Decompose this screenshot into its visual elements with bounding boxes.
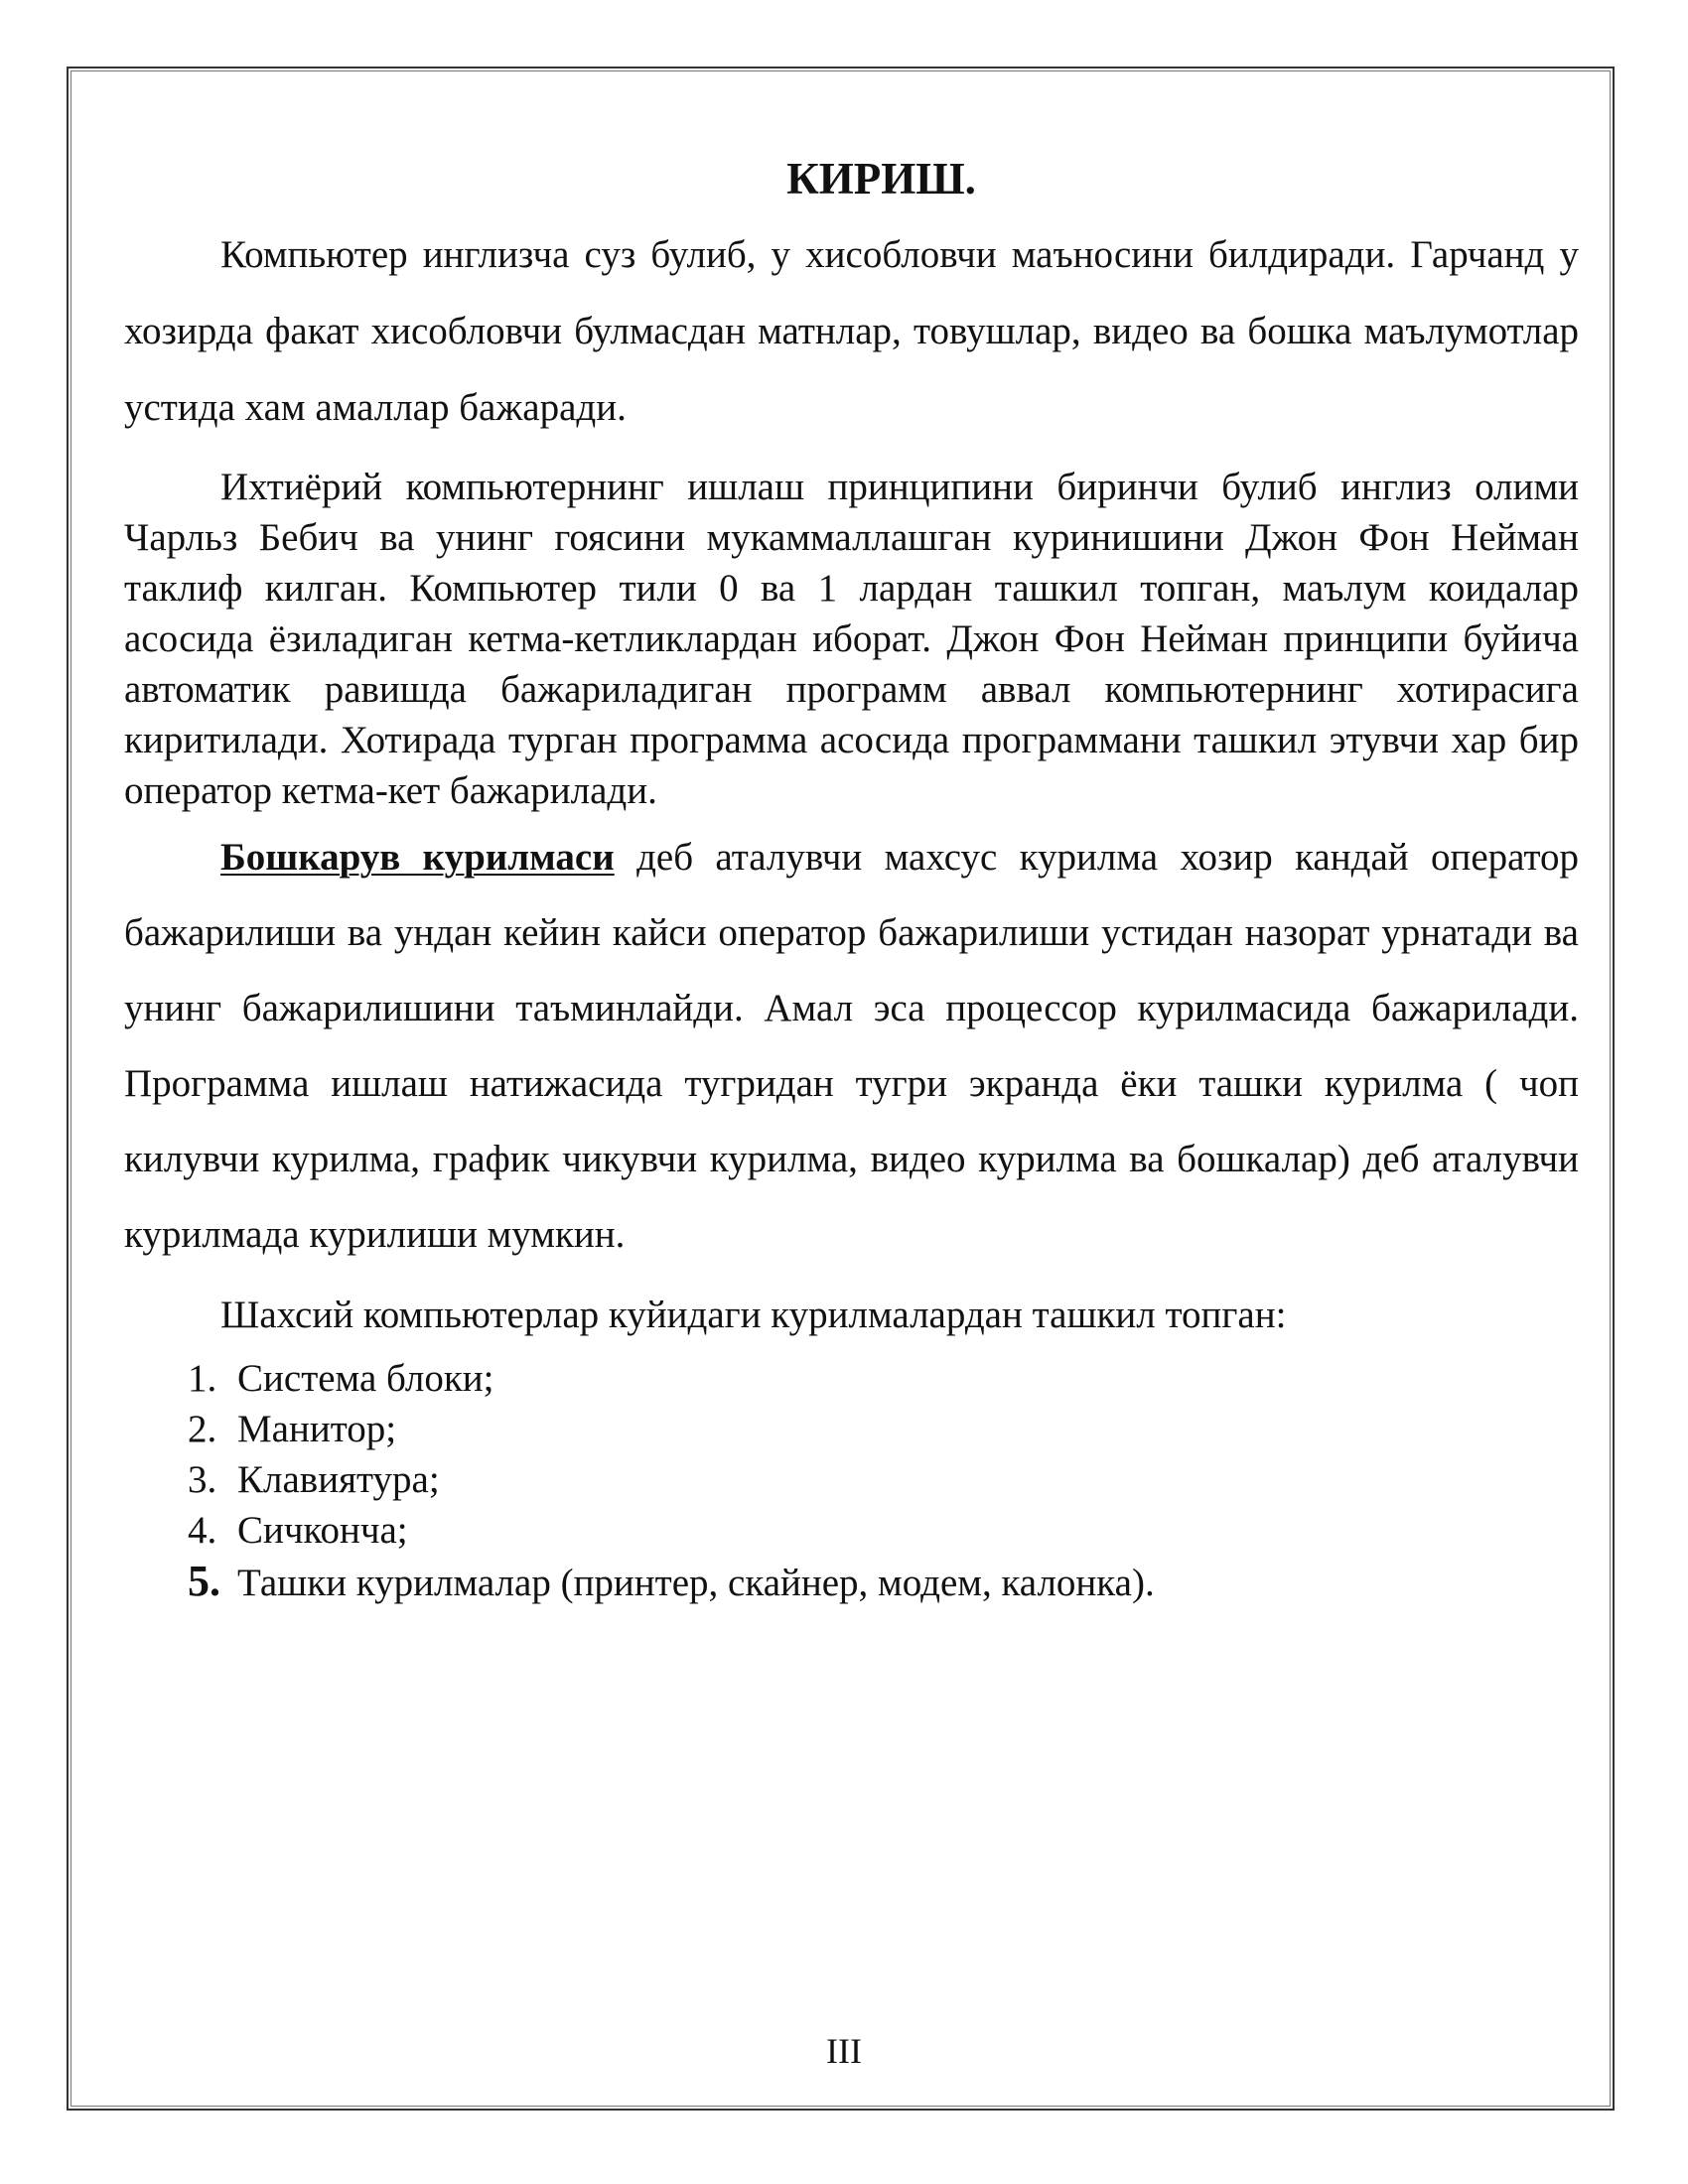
document-title: КИРИШ. xyxy=(786,154,976,204)
list-item-text: Клавиятура; xyxy=(237,1458,440,1501)
list-item-text: Сичконча; xyxy=(237,1509,408,1552)
list-item-number: 3. xyxy=(188,1458,217,1501)
paragraph-control-unit xyxy=(124,820,1579,1273)
list-item-number: 2. xyxy=(188,1408,217,1450)
control-unit-term: Бошкарув курилмаси xyxy=(220,836,615,879)
list-item-number: 1. xyxy=(188,1357,217,1400)
document-body xyxy=(124,147,1579,1608)
list-item-number: 5. xyxy=(188,1557,220,1605)
control-unit-text: деб аталувчи махсус курилма хозир кандай оператор бажарилиши ва ундан кейин кайси оператор бажарилиши устидан назорат урнатади ва унинг бажарилишини таъминлайди. Амал эса процессор курилмасида бажарилади. Программа ишлаш натижасида тугридан тугри экранда ёки ташки курилма ( чоп килувчи курилма, график чикувчи курилма, видео курилма ва бошкалар) деб аталувчи курилмада курилиши мумкин. xyxy=(124,836,1579,1256)
list-item-text: Ташки курилмалар (принтер, скайнер, модем, калонка). xyxy=(237,1562,1155,1604)
list-item xyxy=(188,1454,1579,1505)
list-item xyxy=(188,1404,1579,1454)
paragraph-intro: Компьютер инглизча суз булиб, у хисобловчи маъносини билдиради. Гарчанд у хозирда факат хисобловчи булмасдан матнлар, товушлар, видео ва бошка маълумотлар устида хам амаллар бажаради. xyxy=(124,233,1579,429)
list-item xyxy=(188,1505,1579,1556)
device-list xyxy=(124,1353,1579,1608)
list-item-number: 4. xyxy=(188,1509,217,1552)
list-item-text: Система блоки; xyxy=(237,1357,494,1400)
list-item xyxy=(188,1556,1579,1608)
list-item xyxy=(188,1353,1579,1404)
paragraph-pc-components: Шахсий компьютерлар куйидаги курилмалардан ташкил топган: xyxy=(220,1294,1287,1336)
paragraph-principle: Ихтиёрий компьютернинг ишлаш принципини биринчи булиб инглиз олими Чарльз Бебич ва унинг гоясини мукаммаллашган куринишини Джон Фон Нейман таклиф килган. Компьютер тили 0 ва 1 лардан ташкил топган, маълум коидалар асосида ёзиладиган кетма-кетликлардан иборат. Джон Фон Нейман принципи буйича автоматик равишда бажариладиган программ аввал компьютернинг хотирасига киритилади. Хотирада турган программа асосида программани ташкил этувчи хар бир оператор кетма-кет бажарилади. xyxy=(124,466,1579,812)
page-number: III xyxy=(826,2031,862,2071)
list-item-text: Манитор; xyxy=(237,1408,397,1450)
